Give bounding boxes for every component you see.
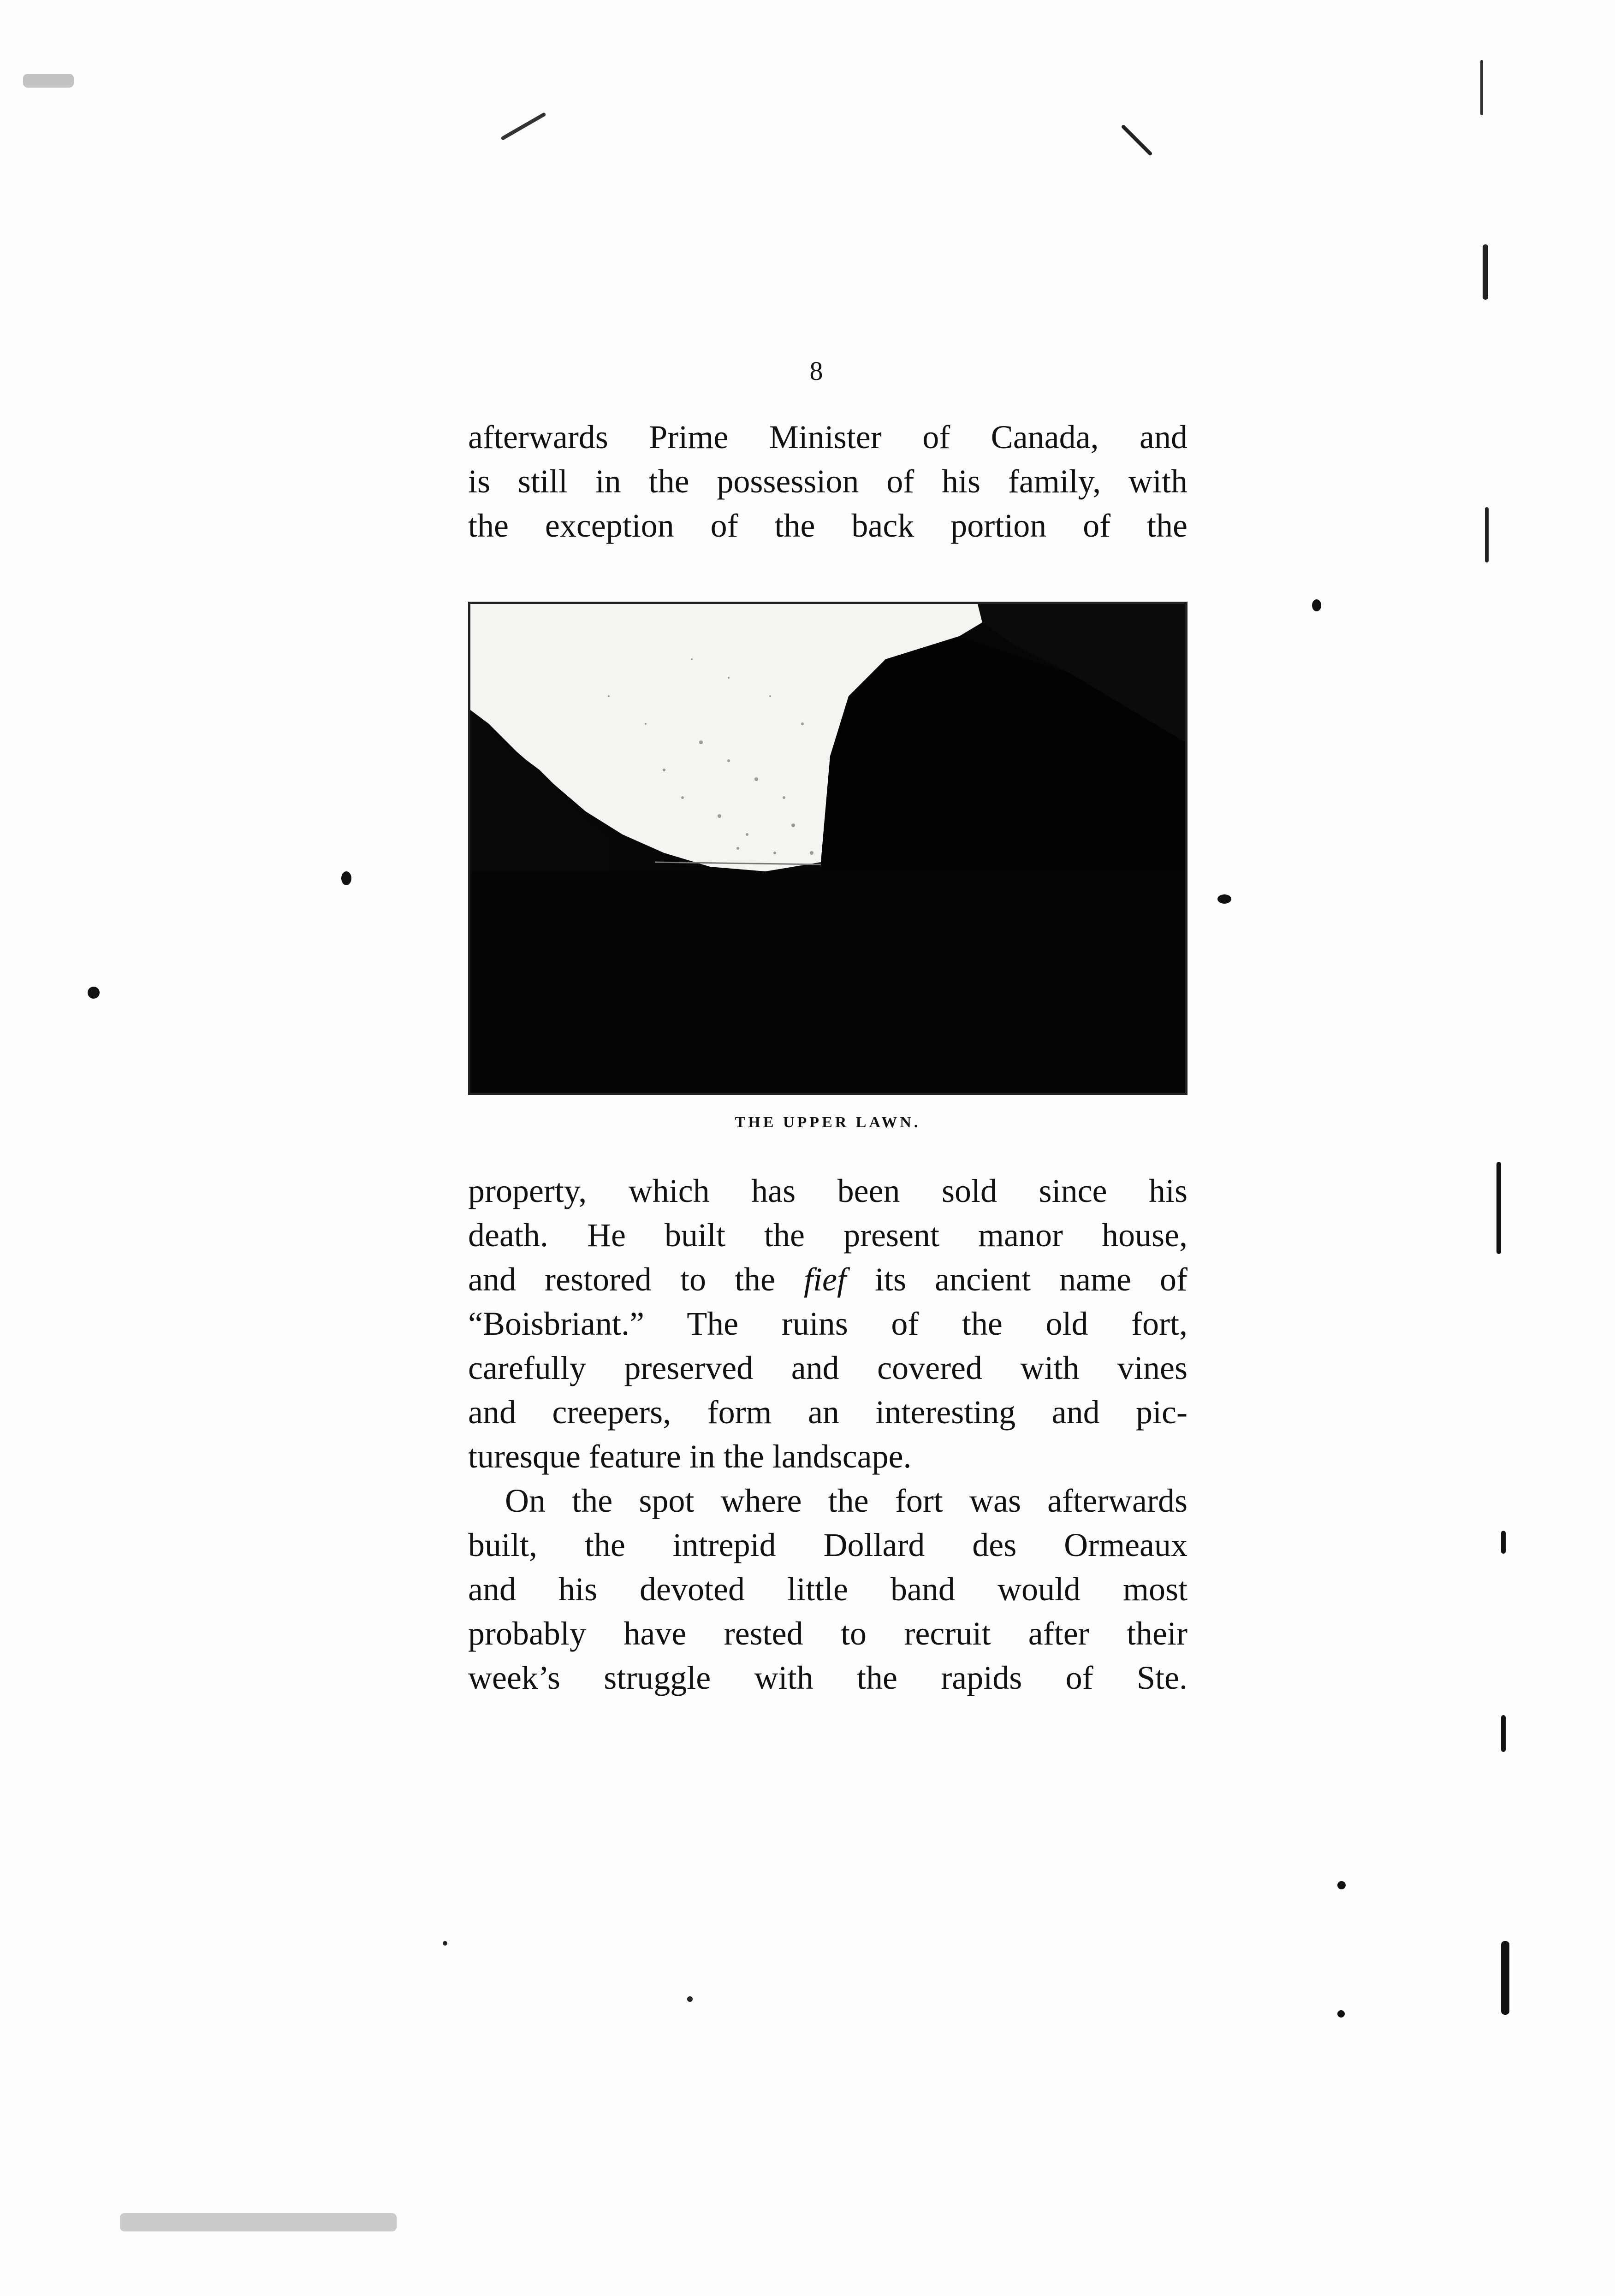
text-line: “Boisbriant.” The ruins of the old fort, bbox=[468, 1305, 1188, 1342]
scan-speck bbox=[1337, 2010, 1345, 2018]
text-line: carefully preserved and covered with vines bbox=[468, 1349, 1188, 1386]
text-line: built, the intrepid Dollard des Ormeaux bbox=[468, 1527, 1188, 1563]
scan-speck bbox=[341, 871, 351, 885]
text-line: week’s struggle with the rapids of Ste. bbox=[468, 1659, 1188, 1696]
scan-speck bbox=[500, 112, 546, 141]
text-line: and his devoted little band would most bbox=[468, 1571, 1188, 1608]
scan-speck bbox=[1217, 894, 1231, 904]
scan-speck bbox=[120, 2213, 397, 2231]
scan-speck bbox=[1312, 599, 1321, 611]
text-line: afterwards Prime Minister of Canada, and bbox=[468, 419, 1188, 456]
scan-speck bbox=[443, 1941, 447, 1946]
text-line: the exception of the back portion of the bbox=[468, 507, 1188, 544]
figure-caption: THE UPPER LAWN. bbox=[735, 1114, 921, 1131]
text-line: turesque feature in the landscape. bbox=[468, 1438, 912, 1475]
text-line: On the spot where the fort was afterwards bbox=[505, 1482, 1188, 1519]
paragraph-top bbox=[468, 415, 1188, 548]
text-fragment: and restored to the bbox=[468, 1261, 804, 1298]
scan-speck bbox=[1480, 60, 1483, 115]
paragraph-bottom bbox=[468, 1169, 1188, 1700]
scan-speck bbox=[23, 74, 74, 88]
scan-speck bbox=[1121, 124, 1152, 156]
page-number: 8 bbox=[809, 356, 823, 386]
text-line: and creepers, form an interesting and pic- bbox=[468, 1394, 1188, 1431]
scan-speck bbox=[1501, 1715, 1506, 1752]
scan-speck bbox=[1483, 244, 1488, 300]
text-line: is still in the possession of his family, with bbox=[468, 463, 1188, 500]
text-line: probably have rested to recruit after their bbox=[468, 1615, 1188, 1652]
scan-speck bbox=[1501, 1531, 1506, 1554]
photograph-upper-lawn bbox=[468, 602, 1188, 1095]
scan-speck bbox=[1485, 507, 1489, 562]
scan-speck bbox=[1501, 1941, 1509, 2015]
italic-word: fief bbox=[804, 1261, 846, 1298]
scan-speck bbox=[1337, 1881, 1346, 1889]
text-fragment: its ancient name of bbox=[846, 1261, 1188, 1298]
photo-illustration bbox=[470, 604, 1185, 1093]
scan-speck bbox=[687, 1996, 693, 2002]
text-line: property, which has been sold since his bbox=[468, 1172, 1188, 1209]
scan-speck bbox=[1496, 1162, 1501, 1254]
text-line-with-italic bbox=[468, 1257, 1188, 1302]
scan-speck bbox=[88, 987, 100, 999]
text-line: death. He built the present manor house, bbox=[468, 1217, 1188, 1254]
